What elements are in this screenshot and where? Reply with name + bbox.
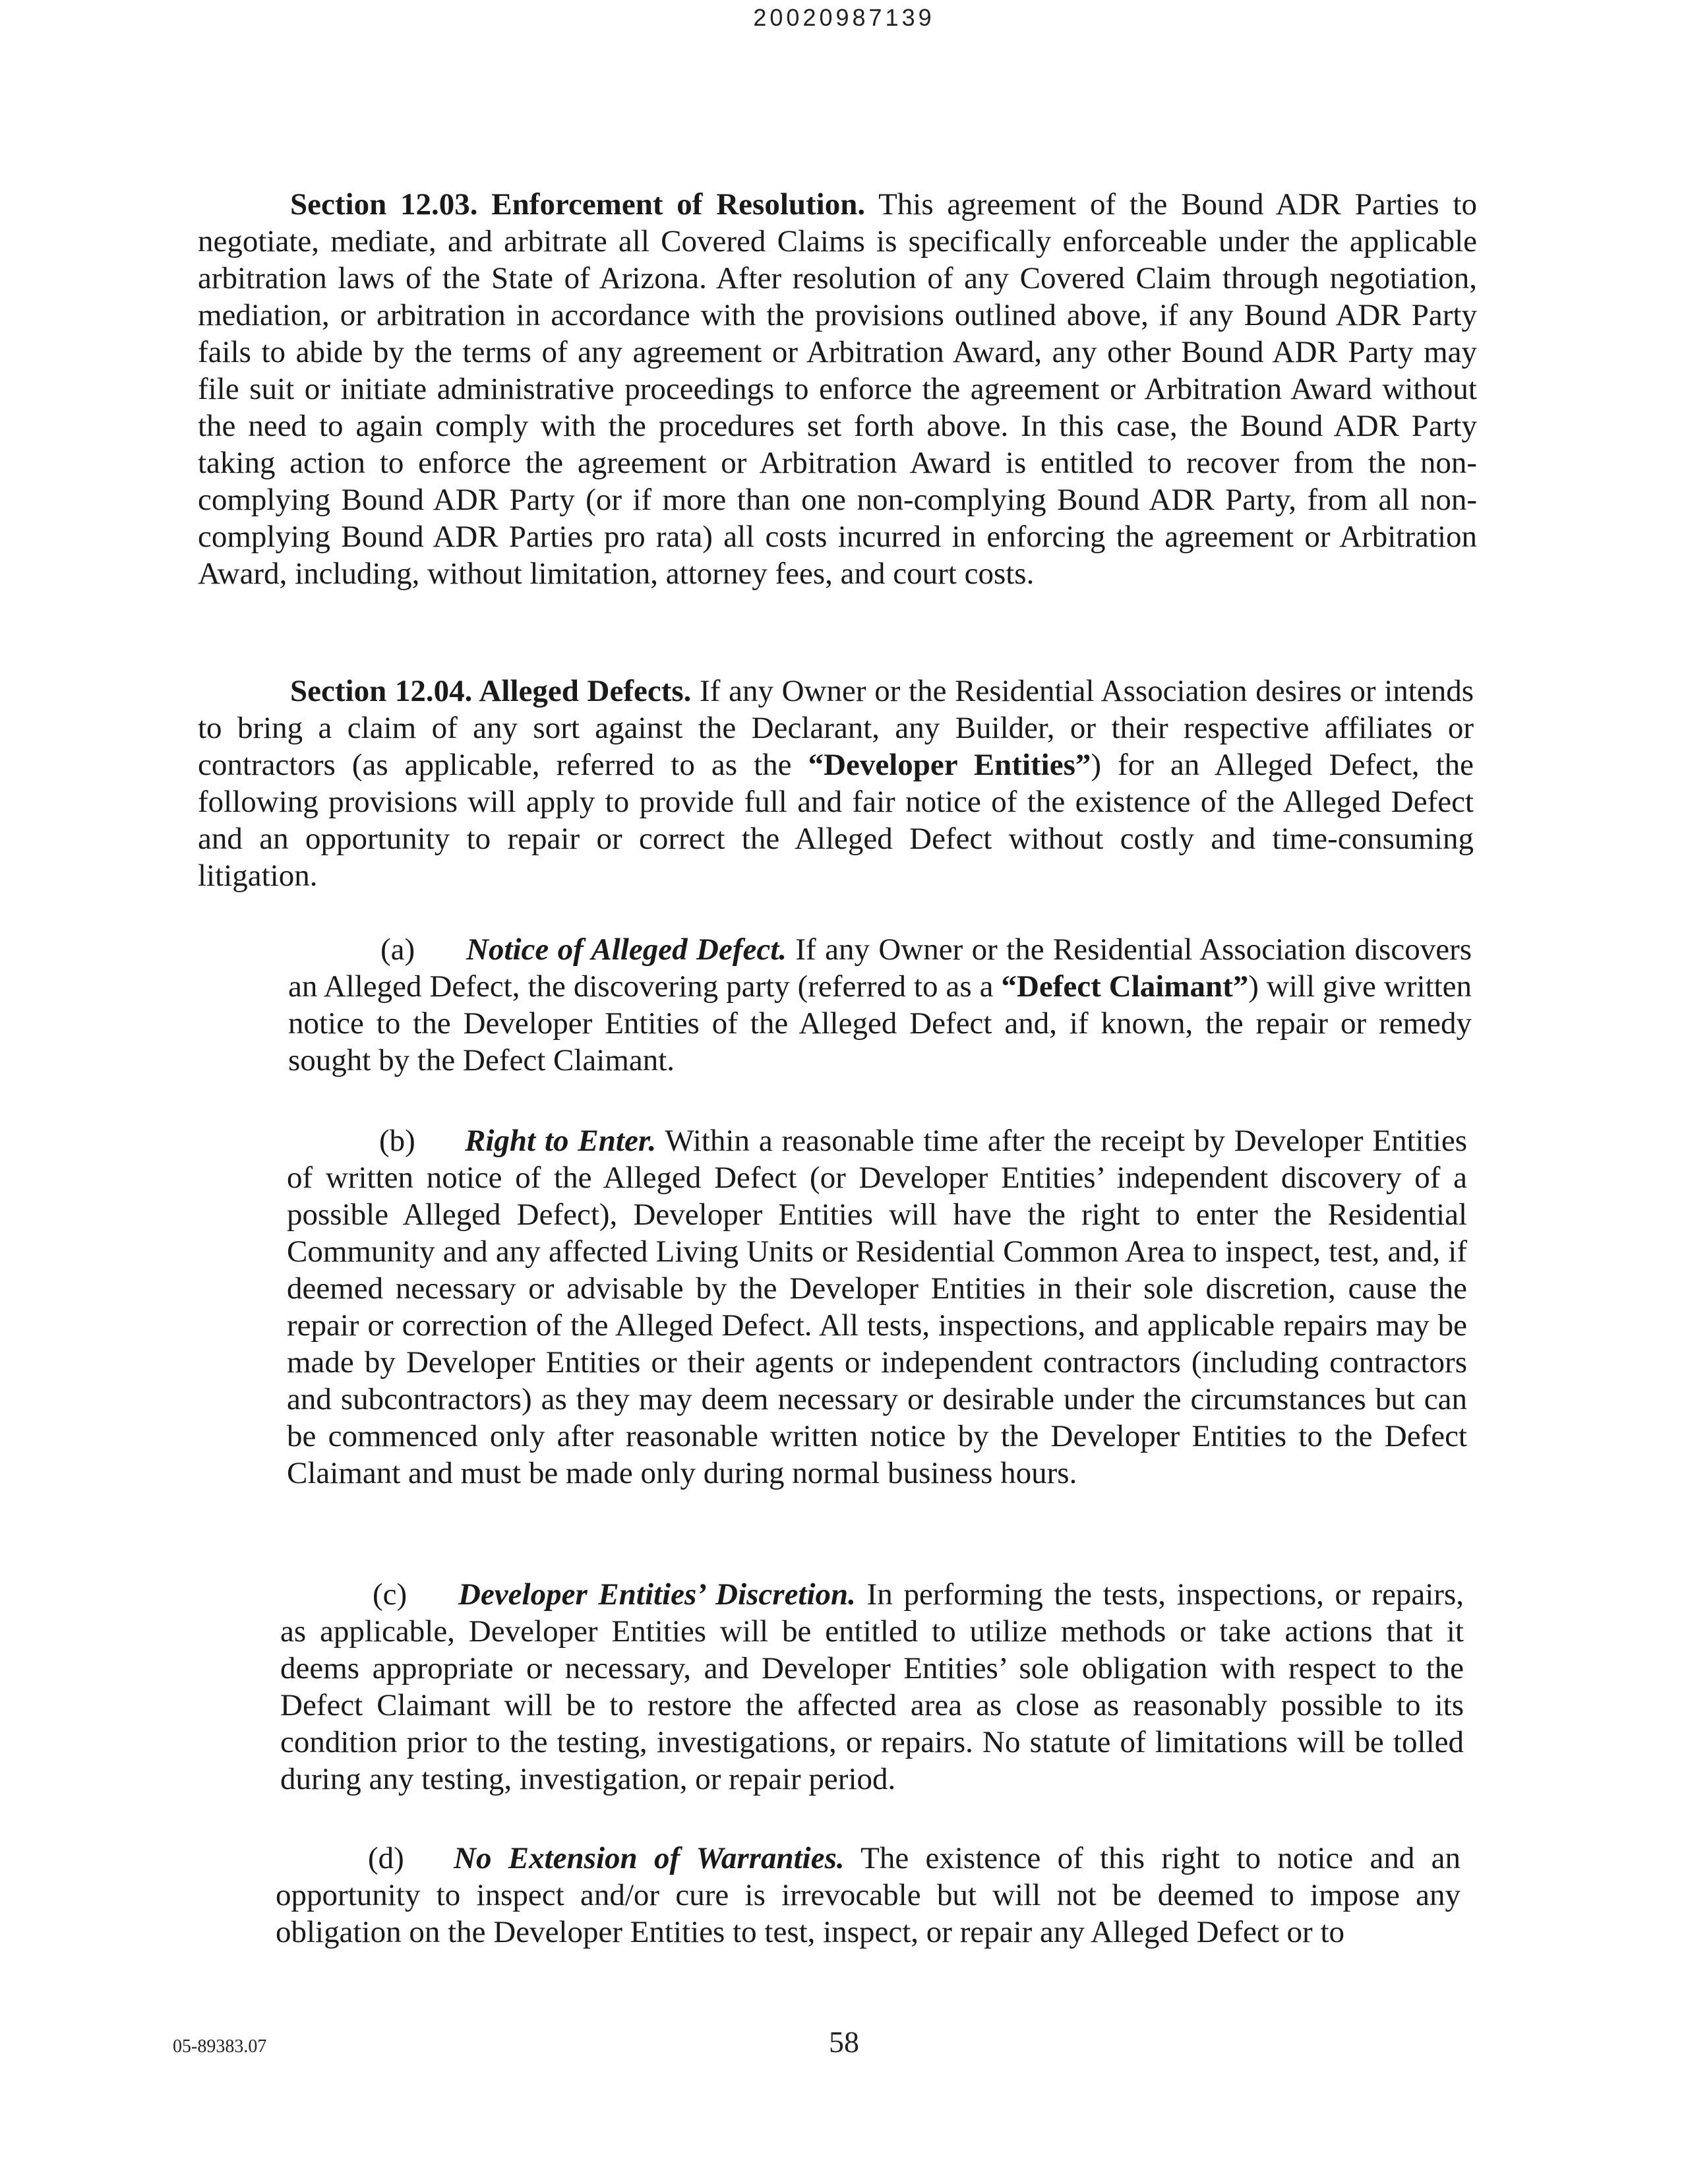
defined-term-developer-entities: “Developer Entities” [808,748,1091,782]
subsection-c-heading: Developer Entities’ Discretion. [458,1577,856,1612]
document-id: 20020987139 [753,4,935,31]
section-12-04-body-part2: ) for an Alleged Defect, the following provisions will apply to provide full and fair notice of the existence of the Alleged Defect and an opportunity to repair or correct the Alleged Defect without costly and time-consuming litigation. [198,748,1474,893]
section-12-04-body-part1: If any Owner or the Residential Association desires or intends to bring a claim of any sort against the Declarant, any Builder, or their respective affiliates or contractors (as applicable, referred to as the [198,674,1474,782]
subsection-d [276,1840,1461,1951]
subsection-b-heading: Right to Enter. [465,1124,657,1158]
subsection-a-marker: (a) [380,932,415,967]
section-12-03-heading: Section 12.03. Enforcement of Resolution. [290,187,866,222]
footer-document-code: 05-89383.07 [173,2036,267,2057]
subsection-c [280,1576,1464,1798]
subsection-d-body: The existence of this right to notice and an opportunity to inspect and/or cure is irrevocable but will not be deemed to impose any obligation on the Developer Entities to test, inspect, or repair any Alleged Defect or to [276,1841,1461,1949]
subsection-b-body: Within a reasonable time after the receipt by Developer Entities of written notice of the Alleged Defect (or Developer Entities’ independent discovery of a possible Alleged Defect), Developer Entities will have the right to enter the Residential Community and any affected Living Units or Residential Common Area to inspect, test, and, if deemed necessary or advisable by the Developer Entities in their sole discretion, cause the repair or correction of the Alleged Defect. All tests, inspections, and applicable repairs may be made by Developer Entities or their agents or independent contractors (including contractors and subcontractors) as they may deem necessary or desirable under the circumstances but can be commenced only after reasonable written notice by the Developer Entities to the Defect Claimant and must be made only during normal business hours. [287,1124,1467,1490]
section-12-04-heading: Section 12.04. Alleged Defects. [290,674,692,708]
page-number: 58 [829,2025,859,2059]
subsection-d-marker: (d) [368,1841,404,1875]
subsection-d-heading: No Extension of Warranties. [454,1841,845,1875]
subsection-a [288,931,1472,1079]
subsection-b [287,1122,1467,1492]
section-12-04 [198,673,1474,894]
subsection-c-body: In performing the tests, inspections, or repairs, as applicable, Developer Entities will be entitled to utilize methods or take actions that it deems appropriate or necessary, and Developer Entities’ sole obligation with respect to the Defect Claimant will be to restore the affected area as close as reasonably possible to its condition prior to the testing, investigations, or repairs. No statute of limitations will be tolled during any testing, investigation, or repair period. [280,1577,1464,1796]
subsection-c-marker: (c) [373,1577,407,1612]
subsection-a-heading: Notice of Alleged Defect. [466,932,787,967]
subsection-a-body-part1: If any Owner or the Residential Association discovers an Alleged Defect, the discovering party (referred to as a [288,932,1472,1004]
section-12-03-body: This agreement of the Bound ADR Parties to negotiate, mediate, and arbitrate all Covered Claims is specifically enforceable under the applicable arbitration laws of the State of Arizona. After resolution of any Covered Claim through negotiation, mediation, or arbitration in accordance with the provisions outlined above, if any Bound ADR Party fails to abide by the terms of any agreement or Arbitration Award, any other Bound ADR Party may file suit or initiate administrative proceedings to enforce the agreement or Arbitration Award without the need to again comply with the procedures set forth above. In this case, the Bound ADR Party taking action to enforce the agreement or Arbitration Award is entitled to recover from the non-complying Bound ADR Party (or if more than one non-complying Bound ADR Party, from all non- complying Bound ADR Parties pro rata) all costs incurred in enforcing the agreement or Arbitration Award, including, without limitation, attorney fees, and court costs. [198,187,1477,591]
subsection-b-marker: (b) [379,1124,415,1158]
section-12-03 [198,186,1477,592]
defined-term-defect-claimant: “Defect Claimant” [1001,969,1249,1004]
subsection-a-body-part2: ) will give written notice to the Developer Entities of the Alleged Defect and, if known, the repair or remedy sought by the Defect Claimant. [288,969,1472,1077]
